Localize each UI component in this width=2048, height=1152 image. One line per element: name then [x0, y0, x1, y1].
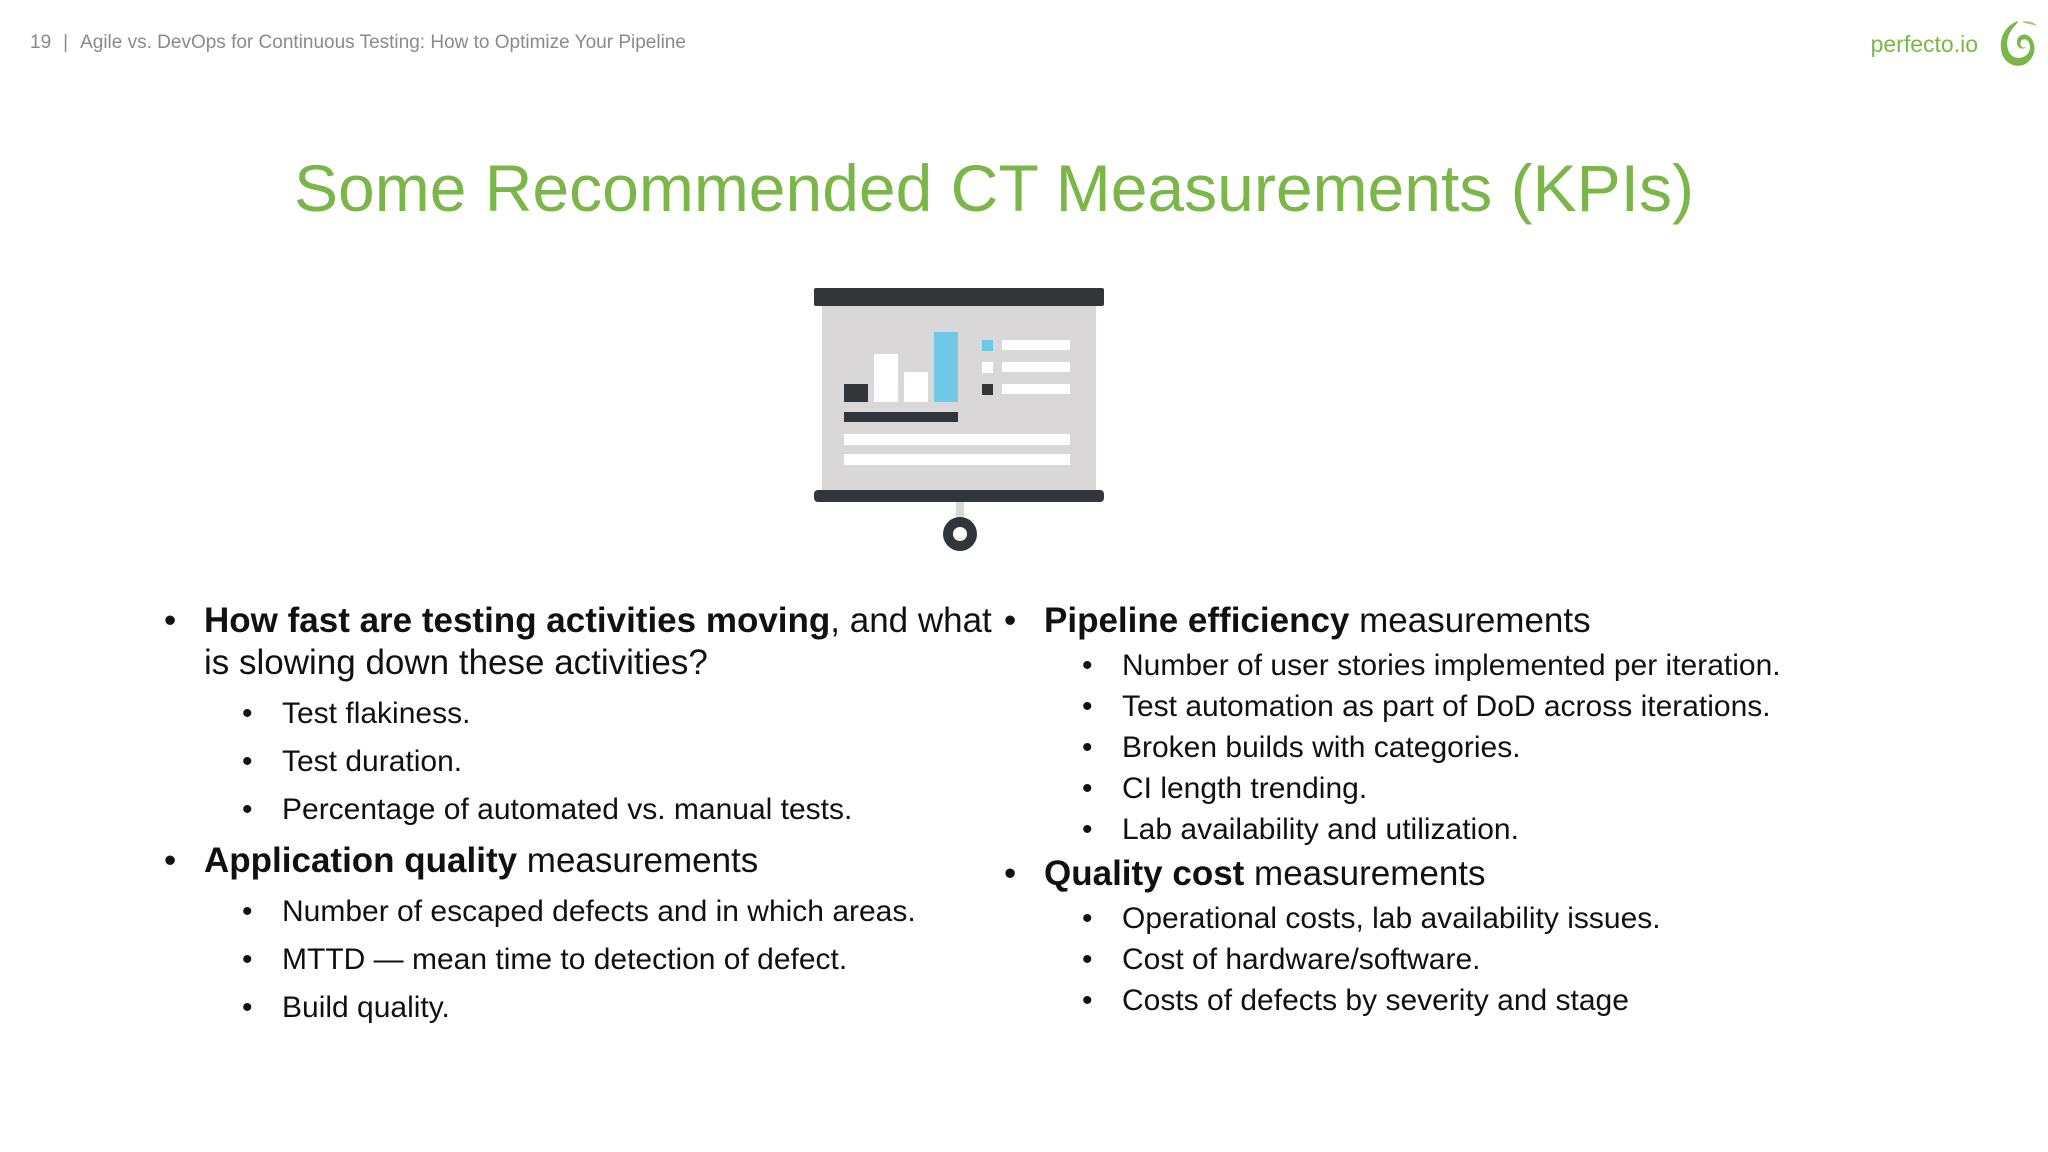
list-item: • Operational costs, lab availability issues. [1004, 898, 1964, 939]
header-separator: | [63, 32, 69, 53]
kpi-heading-rest: measurements [1349, 601, 1591, 640]
kpi-heading [164, 840, 1004, 882]
legend-swatch-dark [982, 384, 993, 395]
right-column [1004, 600, 1964, 1024]
slide-title: Some Recommended CT Measurements (KPIs) [294, 151, 1694, 225]
brand [1871, 16, 2040, 72]
list-item: • CI length trending. [1004, 768, 1964, 809]
perfecto-leaf-logo-icon [1996, 18, 2040, 70]
list-item: • Test duration. [164, 738, 1004, 786]
list-item: • Costs of defects by severity and stage [1004, 980, 1964, 1021]
kpi-sub-list [164, 690, 1004, 834]
chart-bar-white-2 [904, 372, 928, 402]
left-column [164, 600, 1004, 1038]
kpi-heading [164, 600, 1004, 684]
kpi-heading-bold: Pipeline efficiency [1044, 601, 1350, 640]
list-item: • Percentage of automated vs. manual tests. [164, 786, 1004, 834]
legend-swatch-white [982, 362, 993, 373]
legend-swatch-blue [982, 340, 993, 351]
kpi-sub-list [1004, 898, 1964, 1021]
kpi-group-speed [164, 600, 1004, 834]
kpi-heading-bold: How fast are testing activities moving [204, 601, 831, 640]
chart-bar-blue [934, 332, 958, 402]
deck-title: Agile vs. DevOps for Continuous Testing: How to Optimize Your Pipeline [80, 32, 686, 53]
text-line-1 [844, 434, 1070, 445]
kpi-heading [1004, 600, 1964, 642]
list-item: • Number of user stories implemented per iteration. [1004, 645, 1964, 686]
legend-line-2 [1002, 362, 1070, 372]
board-base-hole [953, 527, 967, 541]
kpi-heading-rest: measurements [1244, 854, 1486, 893]
brand-name: perfecto.io [1870, 30, 1978, 57]
slide-header [30, 32, 686, 54]
list-item: • Number of escaped defects and in which areas. [164, 888, 1004, 936]
board-panel [822, 306, 1096, 502]
legend-line-1 [1002, 340, 1070, 350]
list-item: • Lab availability and utilization. [1004, 809, 1964, 850]
list-item: • Cost of hardware/software. [1004, 939, 1964, 980]
legend-line-3 [1002, 384, 1070, 394]
kpi-group-quality-cost [1004, 853, 1964, 1021]
board-bottom-bar [814, 490, 1104, 502]
page-number: 19 [30, 32, 52, 53]
list-item: • Build quality. [164, 984, 1004, 1032]
text-line-dark [844, 412, 958, 422]
kpi-heading [1004, 853, 1964, 895]
kpi-heading-bold: Application quality [204, 841, 518, 880]
board-top-bar [814, 288, 1104, 306]
kpi-group-pipeline [1004, 600, 1964, 850]
list-item: • Test flakiness. [164, 690, 1004, 738]
list-item: • Broken builds with categories. [1004, 727, 1964, 768]
kpi-group-app-quality [164, 840, 1004, 1032]
list-item: • MTTD — mean time to detection of defect. [164, 936, 1004, 984]
text-line-2 [844, 454, 1070, 465]
chart-bar-dark [844, 384, 868, 402]
kpi-heading-rest: measurements [517, 841, 759, 880]
kpi-heading-rest: , and what is slowing down these activities? [204, 601, 992, 682]
kpi-sub-list [1004, 645, 1964, 850]
presentation-board-chart-icon [814, 284, 1104, 556]
chart-bar-white-1 [874, 354, 898, 402]
kpi-heading-bold: Quality cost [1044, 854, 1245, 893]
list-item: • Test automation as part of DoD across iterations. [1004, 686, 1964, 727]
kpi-sub-list [164, 888, 1004, 1032]
